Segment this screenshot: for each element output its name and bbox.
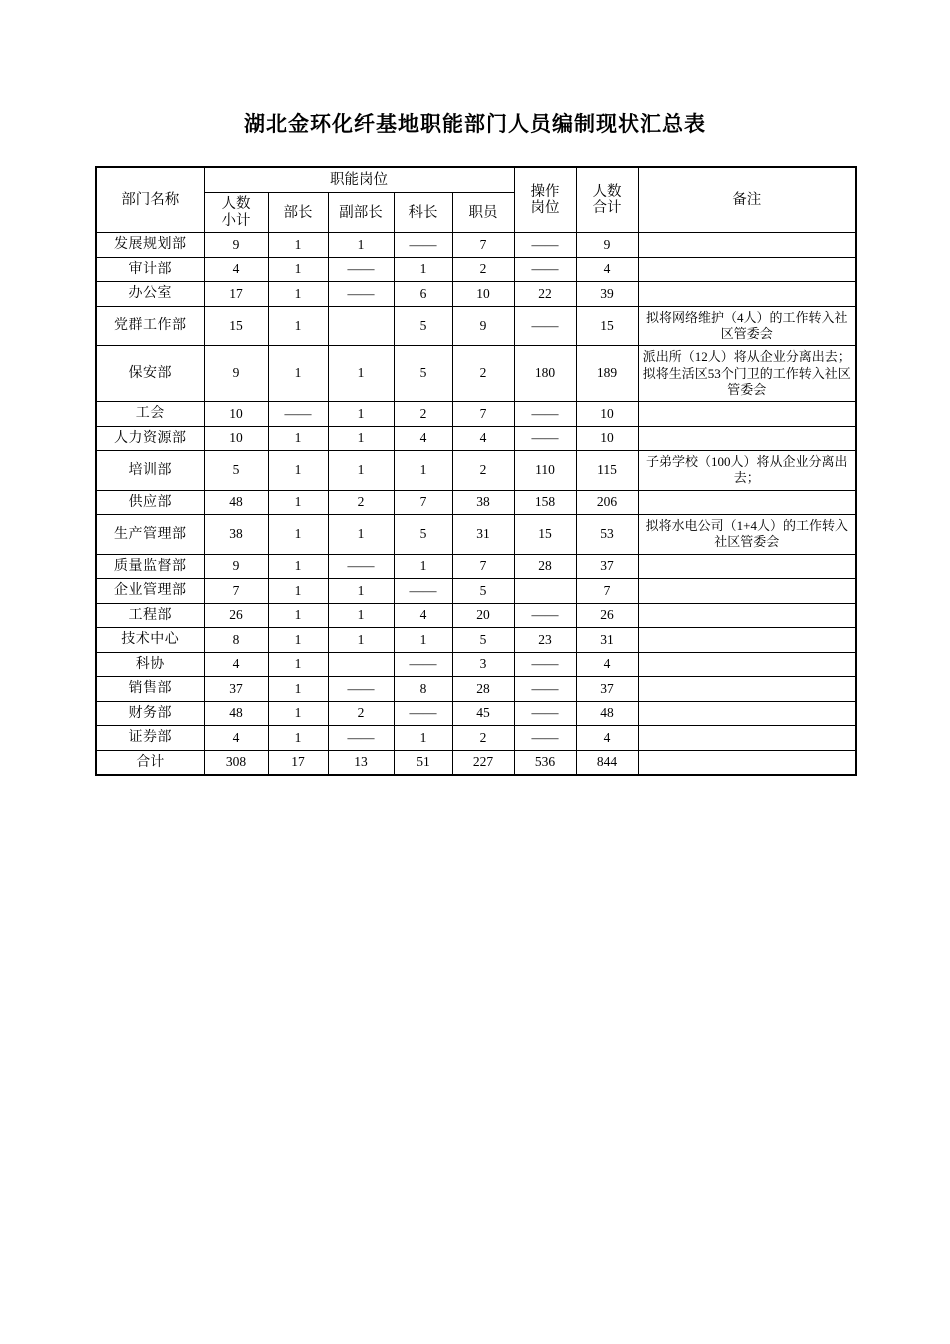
page-title: 湖北金环化纤基地职能部门人员编制现状汇总表 bbox=[244, 112, 706, 136]
footer-kezhang: 51 bbox=[394, 750, 452, 775]
cell-dept: 证券部 bbox=[96, 726, 204, 751]
cell-subtotal: 10 bbox=[204, 402, 268, 427]
cell-kezhang: 1 bbox=[394, 726, 452, 751]
cell-buzhang: 1 bbox=[268, 490, 328, 515]
cell-subtotal: 10 bbox=[204, 426, 268, 451]
cell-fubuzhang: 2 bbox=[328, 490, 394, 515]
cell-total: 4 bbox=[576, 257, 638, 282]
cell-remark bbox=[638, 579, 856, 604]
cell-subtotal: 37 bbox=[204, 677, 268, 702]
cell-dept: 企业管理部 bbox=[96, 579, 204, 604]
table-row bbox=[96, 451, 856, 491]
cell-fubuzhang: 2 bbox=[328, 701, 394, 726]
cell-remark bbox=[638, 603, 856, 628]
cell-operation bbox=[514, 579, 576, 604]
table-row bbox=[96, 346, 856, 402]
cell-dept: 审计部 bbox=[96, 257, 204, 282]
cell-fubuzhang: 1 bbox=[328, 579, 394, 604]
cell-subtotal: 8 bbox=[204, 628, 268, 653]
cell-remark: 拟将网络维护（4人）的工作转入社区管委会 bbox=[638, 306, 856, 346]
cell-operation: —— bbox=[514, 402, 576, 427]
cell-total: 115 bbox=[576, 451, 638, 491]
table-row bbox=[96, 579, 856, 604]
cell-buzhang: 1 bbox=[268, 726, 328, 751]
cell-remark bbox=[638, 554, 856, 579]
cell-kezhang: 4 bbox=[394, 426, 452, 451]
cell-dept: 党群工作部 bbox=[96, 306, 204, 346]
cell-total: 31 bbox=[576, 628, 638, 653]
cell-buzhang: 1 bbox=[268, 628, 328, 653]
cell-total: 26 bbox=[576, 603, 638, 628]
header-subtotal-line1: 人数 bbox=[221, 196, 251, 213]
cell-operation: —— bbox=[514, 603, 576, 628]
cell-total: 10 bbox=[576, 402, 638, 427]
header-buzhang: 部长 bbox=[268, 193, 328, 233]
cell-total: 206 bbox=[576, 490, 638, 515]
cell-dept: 供应部 bbox=[96, 490, 204, 515]
cell-buzhang: 1 bbox=[268, 579, 328, 604]
cell-buzhang: 1 bbox=[268, 257, 328, 282]
cell-remark bbox=[638, 282, 856, 307]
cell-total: 15 bbox=[576, 306, 638, 346]
cell-remark: 拟将水电公司（1+4人）的工作转入社区管委会 bbox=[638, 515, 856, 555]
cell-dept: 工会 bbox=[96, 402, 204, 427]
cell-zhiyuan: 2 bbox=[452, 451, 514, 491]
cell-total: 53 bbox=[576, 515, 638, 555]
cell-zhiyuan: 2 bbox=[452, 726, 514, 751]
header-total-line2: 合计 bbox=[592, 200, 622, 217]
cell-total: 10 bbox=[576, 426, 638, 451]
cell-buzhang: 1 bbox=[268, 677, 328, 702]
cell-operation: —— bbox=[514, 652, 576, 677]
table-row bbox=[96, 426, 856, 451]
cell-remark bbox=[638, 233, 856, 258]
cell-zhiyuan: 7 bbox=[452, 554, 514, 579]
cell-remark bbox=[638, 490, 856, 515]
cell-total: 7 bbox=[576, 579, 638, 604]
cell-operation: 110 bbox=[514, 451, 576, 491]
cell-kezhang: 6 bbox=[394, 282, 452, 307]
cell-zhiyuan: 28 bbox=[452, 677, 514, 702]
table-row bbox=[96, 306, 856, 346]
cell-total: 48 bbox=[576, 701, 638, 726]
cell-operation: 28 bbox=[514, 554, 576, 579]
cell-dept: 销售部 bbox=[96, 677, 204, 702]
footer-subtotal: 308 bbox=[204, 750, 268, 775]
table-container bbox=[95, 138, 855, 776]
cell-zhiyuan: 9 bbox=[452, 306, 514, 346]
cell-zhiyuan: 5 bbox=[452, 628, 514, 653]
cell-kezhang: 5 bbox=[394, 306, 452, 346]
cell-remark bbox=[638, 426, 856, 451]
cell-remark bbox=[638, 726, 856, 751]
cell-subtotal: 4 bbox=[204, 257, 268, 282]
header-remark: 备注 bbox=[638, 167, 856, 233]
cell-zhiyuan: 20 bbox=[452, 603, 514, 628]
cell-buzhang: 1 bbox=[268, 603, 328, 628]
cell-dept: 质量监督部 bbox=[96, 554, 204, 579]
cell-dept: 发展规划部 bbox=[96, 233, 204, 258]
footer-buzhang: 17 bbox=[268, 750, 328, 775]
cell-kezhang: 5 bbox=[394, 346, 452, 402]
table-row bbox=[96, 515, 856, 555]
cell-remark bbox=[638, 652, 856, 677]
cell-operation: —— bbox=[514, 701, 576, 726]
cell-remark bbox=[638, 402, 856, 427]
cell-buzhang: 1 bbox=[268, 652, 328, 677]
table-header-row-1 bbox=[96, 167, 856, 193]
cell-buzhang: 1 bbox=[268, 346, 328, 402]
cell-operation: 158 bbox=[514, 490, 576, 515]
cell-zhiyuan: 3 bbox=[452, 652, 514, 677]
cell-subtotal: 9 bbox=[204, 554, 268, 579]
cell-buzhang: 1 bbox=[268, 426, 328, 451]
table-footer-row bbox=[96, 750, 856, 775]
table-row bbox=[96, 652, 856, 677]
header-operation-line2: 岗位 bbox=[530, 200, 560, 217]
cell-remark bbox=[638, 701, 856, 726]
cell-subtotal: 48 bbox=[204, 490, 268, 515]
header-dept: 部门名称 bbox=[96, 167, 204, 233]
cell-total: 37 bbox=[576, 677, 638, 702]
cell-kezhang: 4 bbox=[394, 603, 452, 628]
footer-total: 844 bbox=[576, 750, 638, 775]
cell-zhiyuan: 2 bbox=[452, 346, 514, 402]
cell-kezhang: —— bbox=[394, 233, 452, 258]
cell-dept: 科协 bbox=[96, 652, 204, 677]
cell-kezhang: —— bbox=[394, 701, 452, 726]
cell-operation: —— bbox=[514, 306, 576, 346]
cell-subtotal: 9 bbox=[204, 346, 268, 402]
cell-fubuzhang: 1 bbox=[328, 346, 394, 402]
cell-remark: 派出所（12人）将从企业分离出去；拟将生活区53个门卫的工作转入社区管委会 bbox=[638, 346, 856, 402]
cell-subtotal: 9 bbox=[204, 233, 268, 258]
cell-subtotal: 15 bbox=[204, 306, 268, 346]
table-row bbox=[96, 701, 856, 726]
table-row bbox=[96, 554, 856, 579]
header-kezhang: 科长 bbox=[394, 193, 452, 233]
cell-fubuzhang: 1 bbox=[328, 603, 394, 628]
cell-operation: —— bbox=[514, 233, 576, 258]
cell-zhiyuan: 38 bbox=[452, 490, 514, 515]
cell-fubuzhang: 1 bbox=[328, 233, 394, 258]
cell-buzhang: 1 bbox=[268, 554, 328, 579]
table-row bbox=[96, 677, 856, 702]
table-row bbox=[96, 402, 856, 427]
cell-subtotal: 26 bbox=[204, 603, 268, 628]
cell-fubuzhang: —— bbox=[328, 726, 394, 751]
header-total bbox=[576, 167, 638, 233]
cell-operation: —— bbox=[514, 257, 576, 282]
cell-subtotal: 48 bbox=[204, 701, 268, 726]
cell-dept: 生产管理部 bbox=[96, 515, 204, 555]
cell-zhiyuan: 2 bbox=[452, 257, 514, 282]
footer-remark bbox=[638, 750, 856, 775]
cell-buzhang: 1 bbox=[268, 282, 328, 307]
cell-fubuzhang: —— bbox=[328, 282, 394, 307]
cell-fubuzhang bbox=[328, 652, 394, 677]
cell-operation: 23 bbox=[514, 628, 576, 653]
cell-buzhang: 1 bbox=[268, 515, 328, 555]
cell-dept: 人力资源部 bbox=[96, 426, 204, 451]
footer-zhiyuan: 227 bbox=[452, 750, 514, 775]
cell-total: 4 bbox=[576, 726, 638, 751]
cell-kezhang: 1 bbox=[394, 554, 452, 579]
header-zhiyuan: 职员 bbox=[452, 193, 514, 233]
cell-operation: 22 bbox=[514, 282, 576, 307]
cell-fubuzhang: 1 bbox=[328, 451, 394, 491]
cell-fubuzhang bbox=[328, 306, 394, 346]
cell-subtotal: 17 bbox=[204, 282, 268, 307]
header-operation bbox=[514, 167, 576, 233]
cell-fubuzhang: 1 bbox=[328, 628, 394, 653]
table-row bbox=[96, 282, 856, 307]
table-row bbox=[96, 257, 856, 282]
cell-buzhang: 1 bbox=[268, 451, 328, 491]
cell-remark: 子弟学校（100人）将从企业分离出去； bbox=[638, 451, 856, 491]
table-row bbox=[96, 233, 856, 258]
cell-subtotal: 5 bbox=[204, 451, 268, 491]
cell-zhiyuan: 4 bbox=[452, 426, 514, 451]
cell-remark bbox=[638, 677, 856, 702]
cell-fubuzhang: —— bbox=[328, 257, 394, 282]
cell-fubuzhang: —— bbox=[328, 677, 394, 702]
cell-kezhang: 1 bbox=[394, 451, 452, 491]
cell-buzhang: 1 bbox=[268, 233, 328, 258]
cell-fubuzhang: 1 bbox=[328, 515, 394, 555]
cell-operation: 180 bbox=[514, 346, 576, 402]
cell-buzhang: 1 bbox=[268, 306, 328, 346]
header-subtotal bbox=[204, 193, 268, 233]
header-operation-line1: 操作 bbox=[530, 183, 560, 200]
cell-zhiyuan: 7 bbox=[452, 402, 514, 427]
cell-fubuzhang: —— bbox=[328, 554, 394, 579]
footer-fubuzhang: 13 bbox=[328, 750, 394, 775]
cell-operation: —— bbox=[514, 677, 576, 702]
cell-total: 4 bbox=[576, 652, 638, 677]
header-subtotal-line2: 小计 bbox=[221, 212, 251, 229]
table-row bbox=[96, 726, 856, 751]
cell-buzhang: 1 bbox=[268, 701, 328, 726]
cell-kezhang: —— bbox=[394, 652, 452, 677]
table-row bbox=[96, 490, 856, 515]
cell-subtotal: 4 bbox=[204, 652, 268, 677]
staffing-summary-table bbox=[95, 166, 857, 776]
cell-dept: 保安部 bbox=[96, 346, 204, 402]
cell-buzhang: —— bbox=[268, 402, 328, 427]
cell-total: 39 bbox=[576, 282, 638, 307]
footer-label: 合计 bbox=[96, 750, 204, 775]
cell-remark bbox=[638, 257, 856, 282]
cell-subtotal: 7 bbox=[204, 579, 268, 604]
cell-dept: 技术中心 bbox=[96, 628, 204, 653]
cell-fubuzhang: 1 bbox=[328, 402, 394, 427]
cell-remark bbox=[638, 628, 856, 653]
cell-operation: 15 bbox=[514, 515, 576, 555]
cell-total: 37 bbox=[576, 554, 638, 579]
cell-subtotal: 4 bbox=[204, 726, 268, 751]
cell-kezhang: 5 bbox=[394, 515, 452, 555]
table-row bbox=[96, 628, 856, 653]
cell-zhiyuan: 5 bbox=[452, 579, 514, 604]
header-function-group: 职能岗位 bbox=[204, 167, 514, 193]
cell-dept: 办公室 bbox=[96, 282, 204, 307]
cell-zhiyuan: 10 bbox=[452, 282, 514, 307]
cell-kezhang: 7 bbox=[394, 490, 452, 515]
cell-total: 9 bbox=[576, 233, 638, 258]
cell-kezhang: 1 bbox=[394, 257, 452, 282]
cell-kezhang: —— bbox=[394, 579, 452, 604]
table-row bbox=[96, 603, 856, 628]
cell-zhiyuan: 45 bbox=[452, 701, 514, 726]
cell-kezhang: 2 bbox=[394, 402, 452, 427]
cell-operation: —— bbox=[514, 426, 576, 451]
cell-subtotal: 38 bbox=[204, 515, 268, 555]
cell-dept: 财务部 bbox=[96, 701, 204, 726]
cell-dept: 培训部 bbox=[96, 451, 204, 491]
cell-fubuzhang: 1 bbox=[328, 426, 394, 451]
header-fubuzhang: 副部长 bbox=[328, 193, 394, 233]
header-total-line1: 人数 bbox=[592, 183, 622, 200]
cell-zhiyuan: 31 bbox=[452, 515, 514, 555]
cell-total: 189 bbox=[576, 346, 638, 402]
cell-operation: —— bbox=[514, 726, 576, 751]
cell-zhiyuan: 7 bbox=[452, 233, 514, 258]
cell-kezhang: 1 bbox=[394, 628, 452, 653]
footer-operation: 536 bbox=[514, 750, 576, 775]
cell-dept: 工程部 bbox=[96, 603, 204, 628]
cell-kezhang: 8 bbox=[394, 677, 452, 702]
